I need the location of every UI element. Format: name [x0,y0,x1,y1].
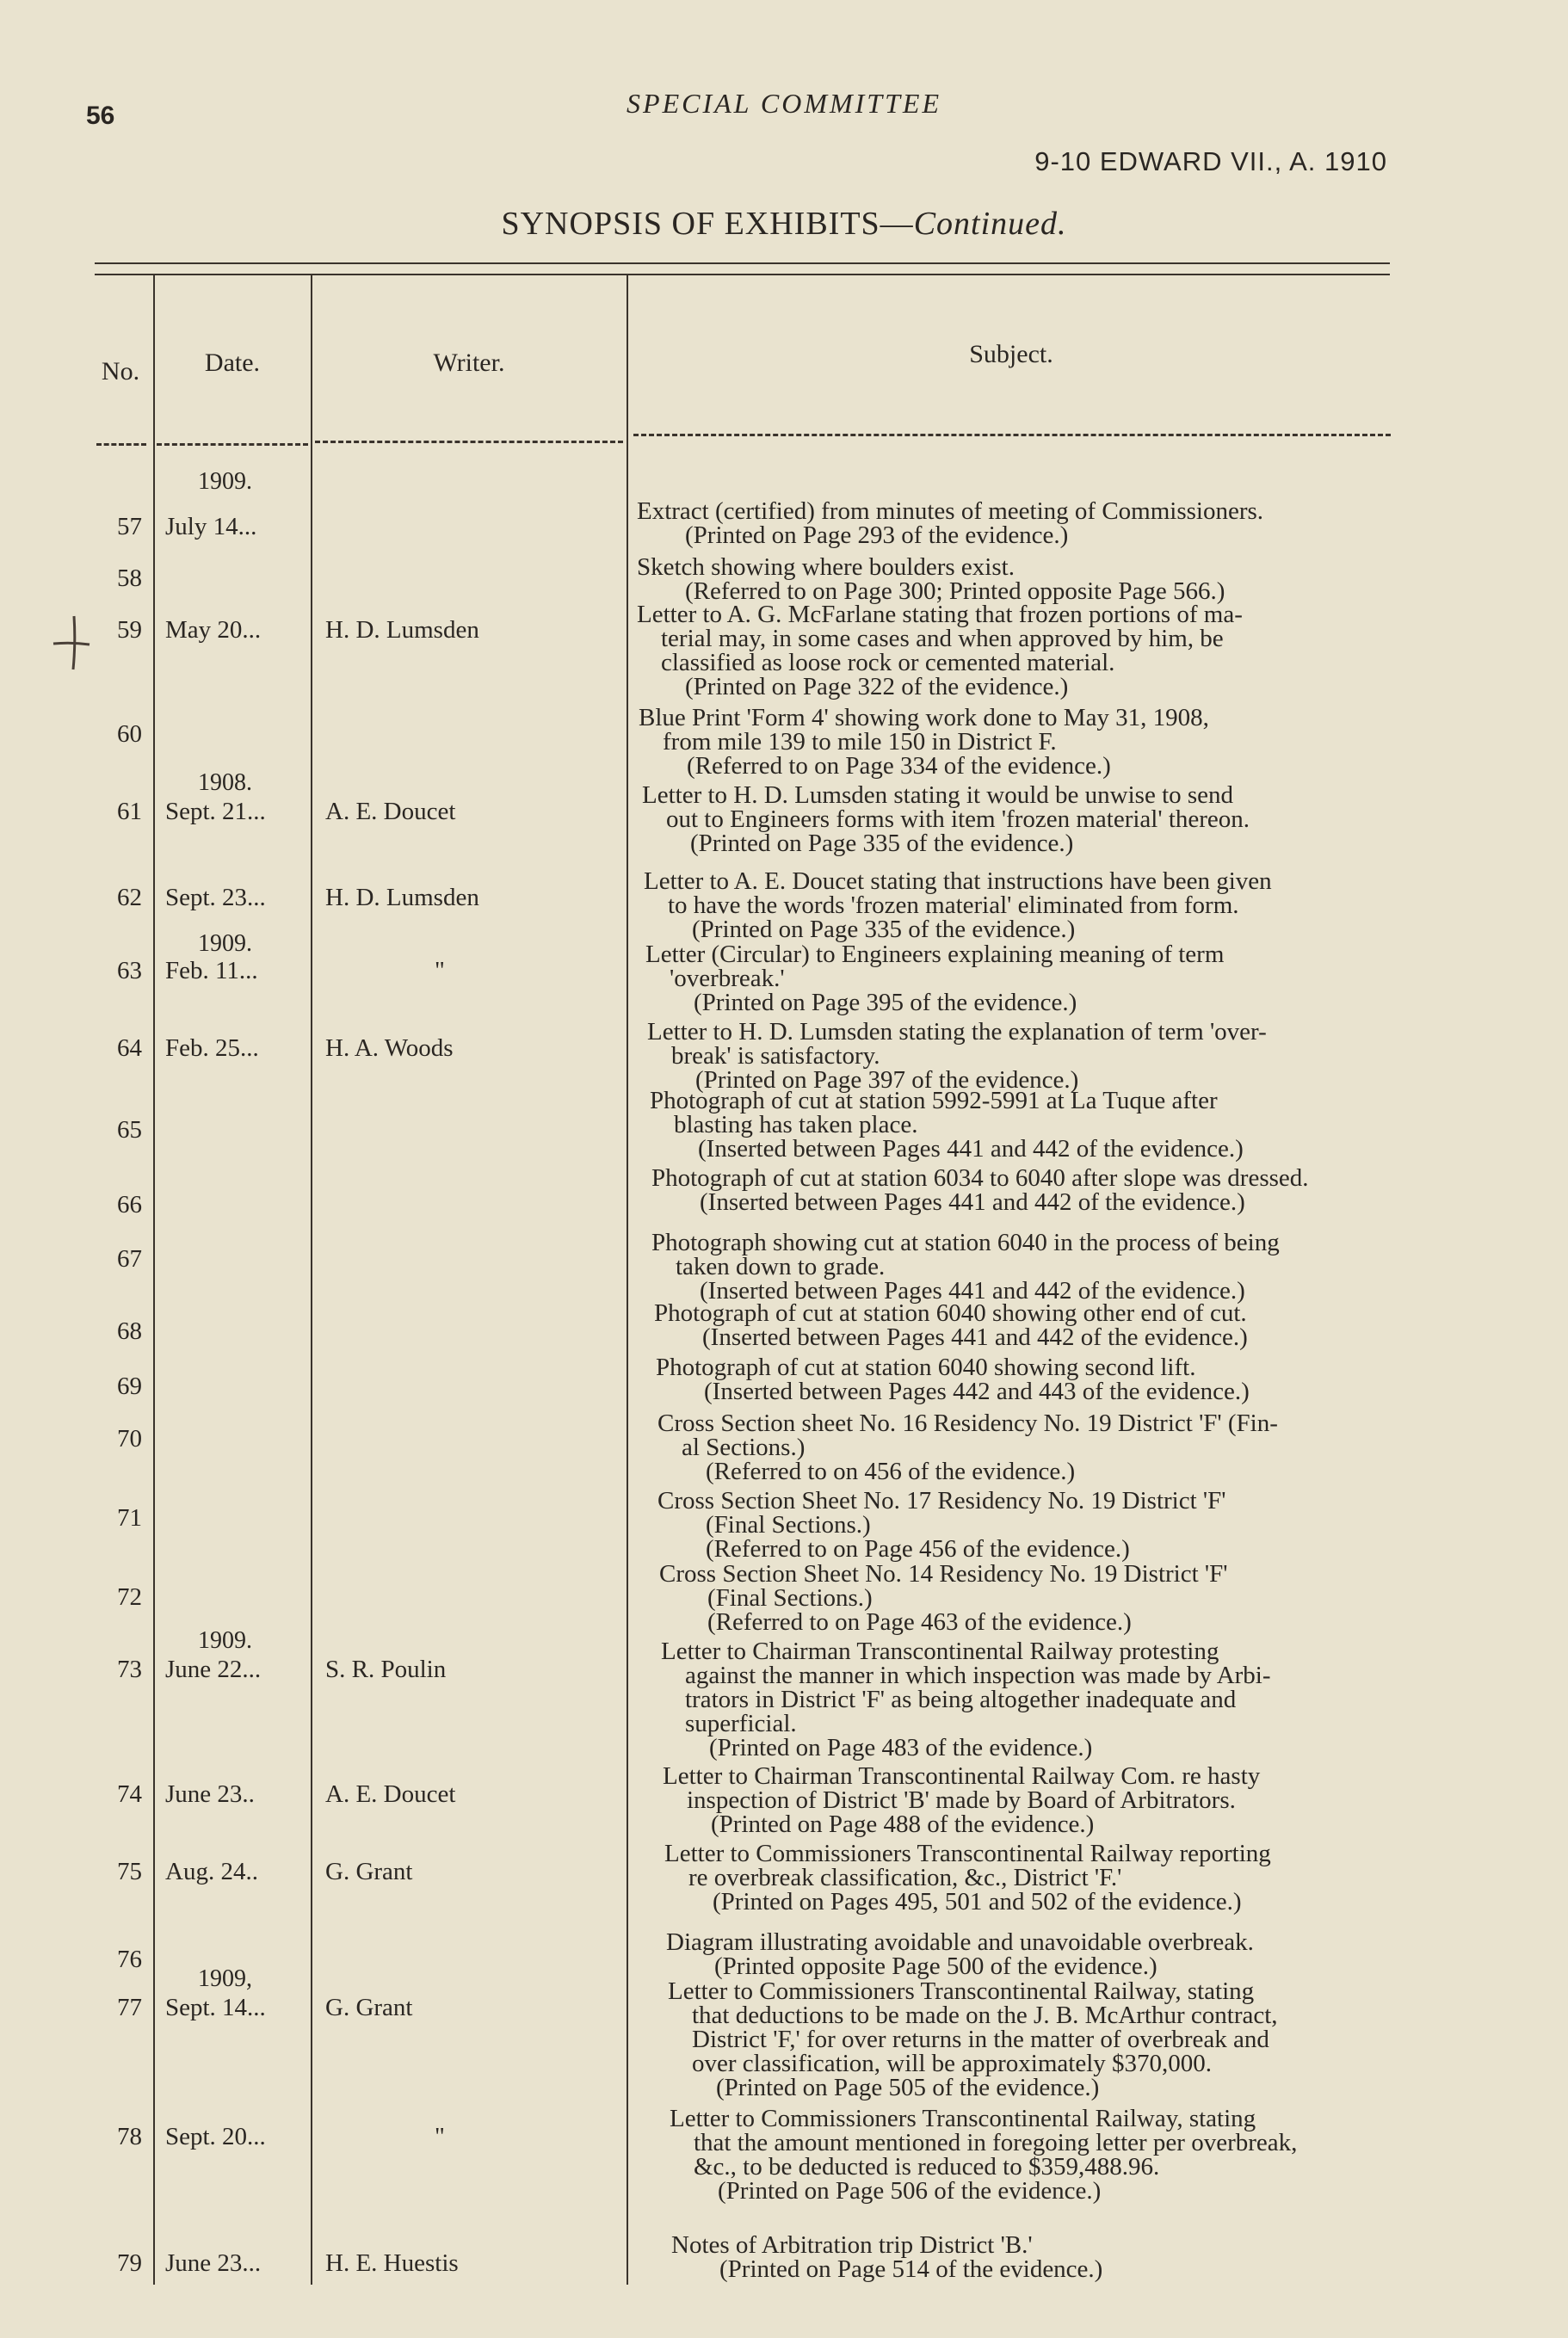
subject-line: (Inserted between Pages 441 and 442 of the evidence.) [698,1135,1244,1163]
subject-line: (Printed on Page 395 of the evidence.) [694,989,1077,1016]
subject-line: blasting has taken place. [674,1111,918,1138]
subject-line: Blue Print 'Form 4' showing work done to May 31, 1908, [639,704,1209,731]
exhibit-subject [657,1489,1518,1561]
running-head: SPECIAL COMMITTEE [627,88,941,119]
exhibit-date: June 23.. [165,1780,255,1808]
subject-line: inspection of District 'B' made by Board of Arbitrators. [687,1786,1236,1814]
subject-line: Photograph showing cut at station 6040 in the process of being [651,1229,1280,1256]
exhibit-subject [670,2107,1530,2203]
exhibit-number: 68 [117,1317,142,1345]
subject-line: (Referred to on Page 463 of the evidence.) [707,1608,1132,1636]
subject-line: (Printed on Page 397 of the evidence.) [695,1066,1079,1094]
subject-line: Diagram illustrating avoidable and unavoidable overbreak. [666,1928,1254,1956]
exhibit-date: Sept. 21... [165,798,266,825]
exhibit-number: 63 [117,957,142,984]
subject-line: (Inserted between Pages 441 and 442 of the evidence.) [700,1277,1245,1305]
page-title [0,205,1568,243]
exhibit-writer: A. E. Doucet [325,798,456,825]
subject-line: (Final Sections.) [706,1511,871,1539]
exhibit-number: 67 [117,1245,142,1273]
exhibit-date: Aug. 24.. [165,1858,258,1885]
subject-line: out to Engineers forms with item 'frozen material' thereon. [666,805,1250,833]
exhibit-number: 62 [117,884,142,911]
subject-line: Letter to A. E. Doucet stating that instructions have been given [644,867,1272,895]
subject-line: terial may, in some cases and when approved by him, be [661,625,1224,652]
exhibit-writer: G. Grant [325,1858,413,1885]
exhibit-date: July 14... [165,513,257,540]
subject-line: Photograph of cut at station 5992-5991 at La Tuque after [650,1087,1218,1114]
session-line: 9-10 EDWARD VII., A. 1910 [1034,146,1387,176]
exhibit-number: 60 [117,720,142,748]
title-main: SYNOPSIS OF EXHIBITS— [501,206,914,242]
exhibit-writer: H. D. Lumsden [325,616,479,644]
exhibit-date: Sept. 14... [165,1994,266,2021]
exhibit-subject [637,602,1497,699]
exhibit-number: 59 [117,616,142,644]
subject-line: Sketch showing where boulders exist. [637,553,1015,581]
exhibit-subject [657,1411,1518,1484]
title-continued: Continued. [913,206,1067,242]
subject-line: break' is satisfactory. [671,1042,880,1070]
subject-line: 'overbreak.' [670,965,785,992]
exhibit-subject [637,555,1497,603]
column-header-subject: Subject. [969,340,1053,368]
exhibit-number: 70 [117,1425,142,1453]
subject-line: Letter to Chairman Transcontinental Railway protesting [661,1638,1219,1665]
exhibit-writer: G. Grant [325,1994,413,2021]
exhibit-writer: S. R. Poulin [325,1656,447,1683]
subject-line: (Printed on Page 488 of the evidence.) [711,1811,1095,1838]
exhibit-date: June 23... [165,2249,262,2277]
subject-line: (Printed on Page 505 of the evidence.) [716,2074,1100,2101]
subject-line: against the manner in which inspection was made by Arbi- [685,1662,1271,1689]
subject-line: from mile 139 to mile 150 in District F. [663,728,1057,756]
exhibit-number: 64 [117,1034,142,1062]
subject-line: (Printed on Page 483 of the evidence.) [709,1734,1093,1761]
subject-line: al Sections.) [682,1434,806,1461]
subject-line: Cross Section Sheet No. 17 Residency No. 19 District 'F' [657,1487,1226,1514]
subject-line: (Printed opposite Page 500 of the evidence.) [714,1952,1157,1980]
exhibit-subject [668,1979,1528,2100]
subject-line: (Printed on Pages 495, 501 and 502 of the evidence.) [713,1888,1242,1915]
exhibit-subject [650,1089,1510,1161]
subject-line: Photograph of cut at station 6040 showing other end of cut. [654,1299,1247,1327]
exhibit-subject [671,2233,1532,2281]
exhibit-number: 77 [117,1994,142,2021]
top-rule [95,262,1390,264]
subject-line: taken down to grade. [676,1253,886,1280]
subject-line: Notes of Arbitration trip District 'B.' [671,2231,1033,2259]
header-rule [157,443,308,446]
exhibit-date: Sept. 20... [165,2123,266,2150]
exhibit-subject [637,499,1497,547]
exhibit-subject [661,1639,1522,1760]
exhibit-writer: H. D. Lumsden [325,884,479,911]
subject-line: Letter to Chairman Transcontinental Railway Com. re hasty [663,1762,1261,1790]
date-year: 1909, [198,1965,252,1992]
header-rule [315,441,623,443]
subject-line: Letter to A. G. McFarlane stating that frozen portions of ma- [637,601,1243,628]
subject-line: (Inserted between Pages 442 and 443 of the evidence.) [704,1378,1250,1405]
column-divider [153,275,155,2285]
exhibit-date: Sept. 23... [165,884,266,911]
exhibit-number: 73 [117,1656,142,1683]
exhibit-subject [651,1231,1512,1303]
top-rule-2 [95,274,1390,275]
exhibit-subject [664,1841,1525,1914]
subject-line: (Referred to on Page 300; Printed opposite Page 566.) [685,577,1225,605]
exhibit-number: 74 [117,1780,142,1808]
exhibit-number: 57 [117,513,142,540]
exhibit-date: Feb. 11... [165,957,258,984]
subject-line: (Referred to on 456 of the evidence.) [706,1458,1076,1485]
column-header-no: No. [101,357,140,386]
exhibit-number: 66 [117,1191,142,1218]
subject-line: (Printed on Page 293 of the evidence.) [685,521,1069,549]
exhibit-date: Feb. 25... [165,1034,259,1062]
exhibit-number: 72 [117,1583,142,1611]
exhibit-date: June 22... [165,1656,262,1683]
exhibit-writer: " [435,957,445,984]
subject-line: (Referred to on Page 334 of the evidence.) [687,752,1111,780]
subject-line: (Printed on Page 506 of the evidence.) [718,2177,1102,2205]
subject-line: (Final Sections.) [707,1584,873,1612]
page-number: 56 [86,102,115,130]
exhibit-subject [666,1930,1527,1978]
subject-line: over classification, will be approximately $370,000. [692,2050,1213,2077]
subject-line: Letter to H. D. Lumsden stating the explanation of term 'over- [647,1018,1267,1046]
column-header-writer: Writer. [433,349,505,377]
column-header-date: Date. [204,349,261,377]
subject-line: Letter to Commissioners Transcontinental Railway, stating [668,1977,1255,2005]
subject-line: Letter to Commissioners Transcontinental Railway, stating [670,2105,1256,2132]
exhibit-subject [651,1166,1512,1214]
exhibit-number: 78 [117,2123,142,2150]
exhibit-subject [639,706,1499,778]
subject-line: Letter (Circular) to Engineers explaining meaning of term [645,941,1225,968]
exhibit-number: 76 [117,1946,142,1973]
exhibit-writer: " [435,2123,445,2150]
subject-line: (Printed on Page 335 of the evidence.) [692,916,1076,943]
subject-line: Letter to Commissioners Transcontinental Railway reporting [664,1840,1271,1867]
exhibit-subject [642,783,1503,855]
exhibit-subject [647,1020,1508,1092]
exhibit-subject [654,1301,1515,1349]
exhibit-subject [656,1355,1516,1403]
subject-line: superficial. [685,1710,797,1737]
subject-line: Photograph of cut at station 6034 to 6040 after slope was dressed. [651,1164,1309,1192]
subject-line: classified as loose rock or cemented material. [661,649,1115,676]
exhibit-subject [645,942,1506,1015]
subject-line: Extract (certified) from minutes of meeting of Commissioners. [637,497,1264,525]
exhibit-number: 75 [117,1858,142,1885]
subject-line: (Referred to on Page 456 of the evidence.) [706,1535,1130,1563]
exhibit-subject [659,1562,1520,1634]
date-year: 1909. [198,930,252,957]
subject-line: Cross Section sheet No. 16 Residency No. 19 District 'F' (Fin- [657,1410,1278,1437]
exhibit-writer: H. E. Huestis [325,2249,459,2277]
date-year: 1909. [198,1627,252,1654]
exhibit-number: 58 [117,564,142,592]
subject-line: that the amount mentioned in foregoing letter per overbreak, [694,2129,1298,2156]
column-divider [311,275,312,2285]
date-year: 1909. [198,468,252,495]
subject-line: (Inserted between Pages 441 and 442 of the evidence.) [702,1323,1248,1351]
exhibit-number: 79 [117,2249,142,2277]
subject-line: &c., to be deducted is reduced to $359,488.96. [694,2153,1160,2181]
subject-line: Photograph of cut at station 6040 showing second lift. [656,1354,1196,1381]
date-year: 1908. [198,769,252,796]
exhibit-writer: H. A. Woods [325,1034,454,1062]
header-rule [633,434,1391,436]
header-rule [96,443,146,446]
column-divider [627,275,628,2285]
exhibit-writer: A. E. Doucet [325,1780,456,1808]
subject-line: Letter to H. D. Lumsden stating it would be unwise to send [642,781,1234,809]
subject-line: District 'F,' for over returns in the matter of overbreak and [692,2026,1269,2053]
exhibit-number: 61 [117,798,142,825]
exhibit-number: 65 [117,1116,142,1144]
subject-line: (Inserted between Pages 441 and 442 of the evidence.) [700,1188,1245,1216]
subject-line: that deductions to be made on the J. B. McArthur contract, [692,2002,1278,2029]
subject-line: re overbreak classification, &c., District 'F.' [688,1864,1122,1891]
exhibit-number: 69 [117,1373,142,1400]
exhibit-date: May 20... [165,616,262,644]
subject-line: (Printed on Page 335 of the evidence.) [690,830,1074,857]
exhibit-subject [663,1764,1523,1836]
subject-line: Cross Section Sheet No. 14 Residency No. 19 District 'F' [659,1560,1228,1588]
subject-line: (Printed on Page 322 of the evidence.) [685,673,1069,700]
subject-line: (Printed on Page 514 of the evidence.) [719,2255,1103,2283]
exhibit-subject [644,869,1504,941]
exhibit-number: 71 [117,1504,142,1532]
subject-line: to have the words 'frozen material' eliminated from form. [668,891,1239,919]
subject-line: trators in District 'F' as being altogether inadequate and [685,1686,1237,1713]
